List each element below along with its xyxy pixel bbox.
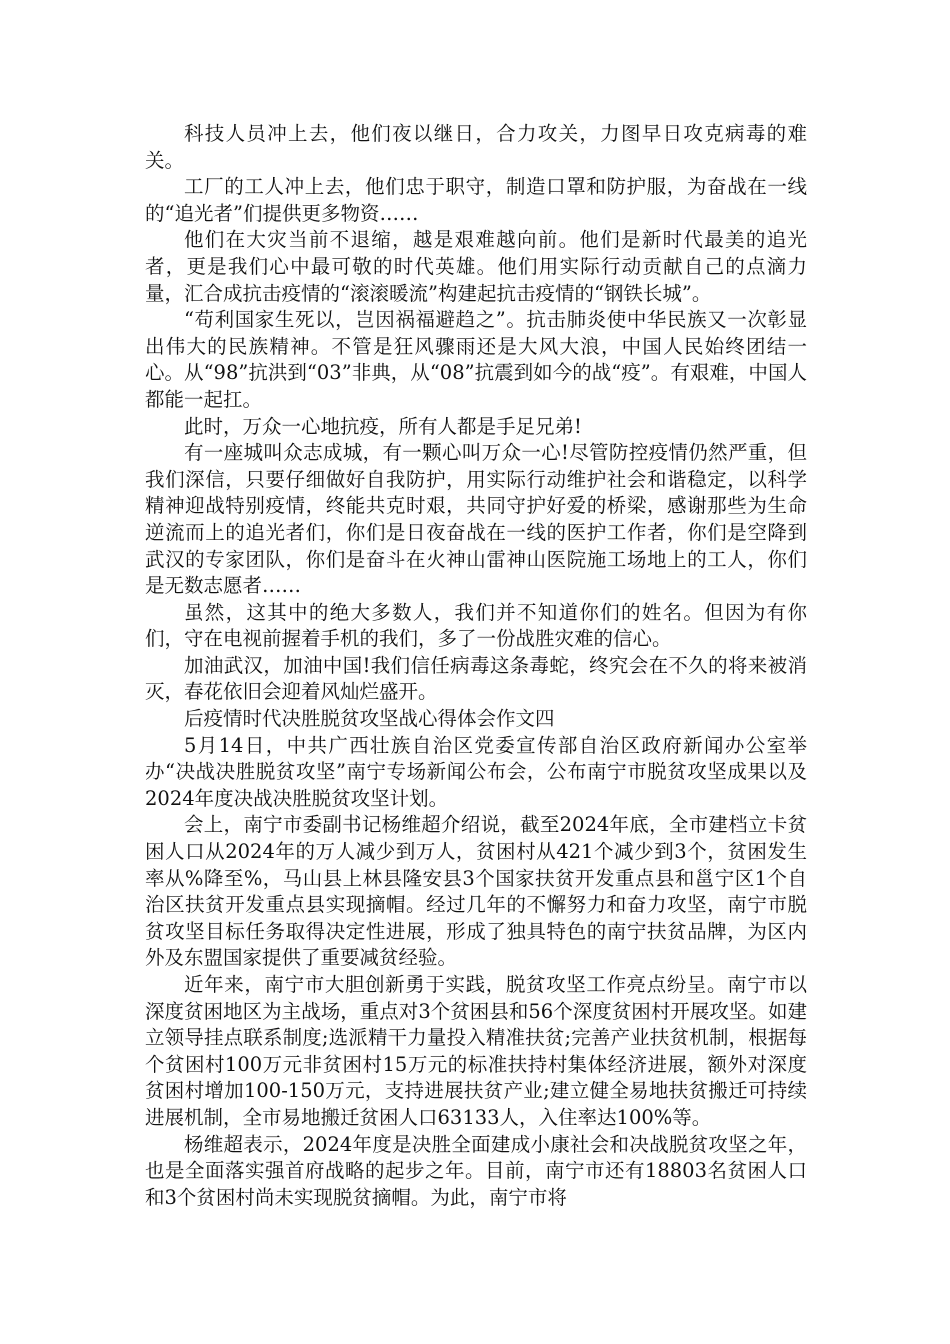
document-body <box>145 121 807 1211</box>
paragraph-confidence: 虽然，这其中的绝大多数人，我们并不知道你们的姓名。但因为有你们，守在电视前握着手机的我们，多了一份战胜灾难的信心。 <box>145 600 807 651</box>
paragraph-researchers: 科技人员冲上去，他们夜以继日，合力攻关，力图早日攻克病毒的难关。 <box>145 122 807 172</box>
paragraph-plan: 杨维超表示，2024年度是决胜全面建成小康社会和决战脱贫攻坚之年，也是全面落实强首府战略的起步之年。目前，南宁市还有18803名贫困人口和3个贫困村尚未实现脱贫摘帽。为此，南宁市将 <box>145 1132 807 1209</box>
paragraph-brothers: 此时，万众一心地抗疫，所有人都是手足兄弟! <box>184 414 582 438</box>
paragraph-achievements: 会上，南宁市委副书记杨维超介绍说，截至2024年底，全市建档立卡贫困人口从2024年的万人减少到万人，贫困村从421个减少到3个，贫困发生率从%降至%，马山县上林县隆安县3个国家扶贫开发重点县和邕宁区1个自治区扶贫开发重点县实现摘帽。经过几年的不懈努力和奋力攻坚，南宁市脱贫攻坚目标任务取得决定性进展，形成了独具特色的南宁扶贫品牌，为区内外及东盟国家提供了重要减贫经验。 <box>145 813 807 970</box>
section-heading: 后疫情时代决胜脱贫攻坚战心得体会作文四 <box>184 707 555 731</box>
paragraph-press-conference: 5月14日，中共广西壮族自治区党委宣传部自治区政府新闻办公室举办“决战决胜脱贫攻坚”南宁专场新闻公布会，公布南宁市脱贫攻坚成果以及2024年度决战决胜脱贫攻坚计划。 <box>145 733 807 810</box>
paragraph-innovation: 近年来，南宁市大胆创新勇于实践，脱贫攻坚工作亮点纷呈。南宁市以深度贫困地区为主战场，重点对3个贫困县和56个深度贫困村开展攻坚。如建立领导挂点联系制度;选派精干力量投入精准扶贫;完善产业扶贫机制，根据每个贫困村100万元非贫困村15万元的标准扶持村集体经济进展，额外对深度贫困村增加100-150万元，支持进展扶贫产业;建立健全易地扶贫搬迁可持续进展机制，全市易地搬迁贫困人口63133人，入住率达100%等。 <box>145 973 807 1129</box>
paragraph-cheer: 加油武汉，加油中国!我们信任病毒这条毒蛇，终究会在不久的将来被消灭，春花依旧会迎着风灿烂盛开。 <box>145 653 807 704</box>
paragraph-national-spirit: “苟利国家生死以，岂因祸福避趋之”。抗击肺炎使中华民族又一次彰显出伟大的民族精神。不管是狂风骤雨还是大风大浪，中国人民始终团结一心。从“98”抗洪到“03”非典，从“08”抗震到如今的战“疫”。有艰难，中国人都能一起扛。 <box>145 308 807 411</box>
paragraph-heroes: 他们在大灾当前不退缩，越是艰难越向前。他们是新时代最美的追光者，更是我们心中最可敬的时代英雄。他们用实际行动贡献自己的点滴力量，汇合成抗击疫情的“滚滚暖流”构建起抗击疫情的“钢铁长城”。 <box>145 228 807 305</box>
paragraph-united-city: 有一座城叫众志成城，有一颗心叫万众一心!尽管防控疫情仍然严重，但我们深信，只要仔细做好自我防护，用实际行动维护社会和谐稳定，以科学精神迎战特别疫情，终能共克时艰，共同守护好爱的桥梁，感谢那些为生命逆流而上的追光者们，你们是日夜奋战在一线的医护工作者，你们是空降到武汉的专家团队，你们是奋斗在火神山雷神山医院施工场地上的工人，你们是无数志愿者…… <box>145 441 807 598</box>
paragraph-factory-workers: 工厂的工人冲上去，他们忠于职守，制造口罩和防护服，为奋战在一线的“追光者”们提供更多物资…… <box>145 175 807 225</box>
